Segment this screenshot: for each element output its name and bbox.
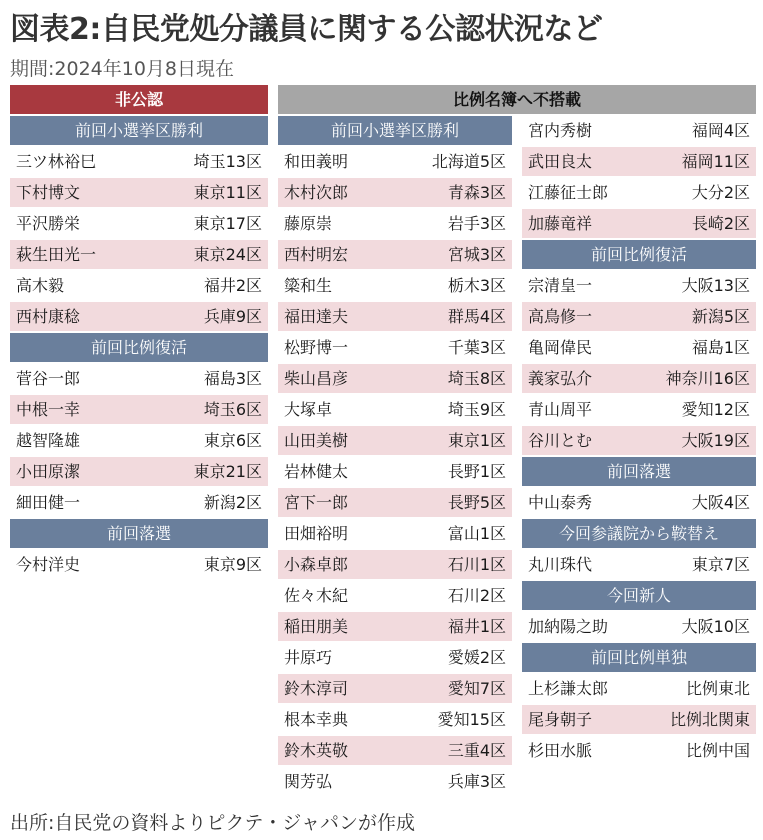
member-district: 石川1区: [447, 555, 506, 574]
member-row: [10, 426, 268, 455]
figure-title: 図表2:自民党処分議員に関する公認状況など: [10, 12, 603, 47]
member-district: 兵庫3区: [447, 772, 506, 791]
member-name: 尾身朝子: [528, 710, 593, 729]
member-district: 長崎2区: [691, 214, 750, 233]
member-row: [522, 116, 756, 145]
member-row: [278, 581, 512, 610]
member-district: 新潟5区: [691, 307, 750, 326]
member-row: [522, 178, 756, 207]
member-row: [278, 612, 512, 641]
member-district: 青森3区: [447, 183, 506, 202]
member-district: 兵庫9区: [203, 307, 262, 326]
member-row: [278, 674, 512, 703]
member-row: [278, 488, 512, 517]
member-district: 愛知7区: [447, 679, 506, 698]
member-district: 東京6区: [203, 431, 262, 450]
member-row: [522, 302, 756, 331]
member-district: 比例中国: [685, 741, 750, 760]
member-row: [278, 333, 512, 362]
member-district: 東京1区: [447, 431, 506, 450]
member-row: [10, 364, 268, 393]
member-district: 愛媛2区: [447, 648, 506, 667]
member-district: 福岡11区: [681, 152, 750, 171]
category-header: 前回比例単独: [522, 643, 756, 672]
member-row: [10, 178, 268, 207]
member-name: 簗和生: [284, 276, 333, 295]
member-name: 谷川とむ: [528, 431, 593, 450]
member-name: 義家弘介: [528, 369, 593, 388]
member-row: [522, 271, 756, 300]
member-district: 福岡4区: [691, 121, 750, 140]
member-row: [10, 209, 268, 238]
member-row: [278, 519, 512, 548]
member-name: 越智隆雄: [16, 431, 81, 450]
member-district: 新潟2区: [203, 493, 262, 512]
member-row: [522, 550, 756, 579]
member-row: [522, 674, 756, 703]
member-name: 佐々木紀: [284, 586, 349, 605]
member-name: 中根一幸: [16, 400, 81, 419]
member-district: 大分2区: [691, 183, 750, 202]
member-district: 長野5区: [447, 493, 506, 512]
category-header: 前回比例復活: [522, 240, 756, 269]
member-district: 東京11区: [193, 183, 262, 202]
member-district: 埼玉9区: [447, 400, 506, 419]
member-name: 加納陽之助: [528, 617, 609, 636]
member-name: 上杉謙太郎: [528, 679, 609, 698]
member-name: 和田義明: [284, 152, 349, 171]
member-district: 東京7区: [691, 555, 750, 574]
member-name: 小田原潔: [16, 462, 81, 481]
member-name: 高木毅: [16, 276, 65, 295]
member-district: 福井2区: [203, 276, 262, 295]
member-name: 中山泰秀: [528, 493, 593, 512]
member-row: [10, 550, 268, 579]
member-district: 大阪4区: [691, 493, 750, 512]
member-row: [522, 736, 756, 765]
member-district: 比例東北: [685, 679, 750, 698]
category-header: 前回落選: [522, 457, 756, 486]
member-row: [278, 426, 512, 455]
member-name: 木村次郎: [284, 183, 349, 202]
member-name: 福田達夫: [284, 307, 349, 326]
member-name: 下村博文: [16, 183, 81, 202]
source-note: 出所:自民党の資料よりピクテ・ジャパンが作成: [10, 812, 416, 834]
member-district: 東京9区: [203, 555, 262, 574]
member-row: [522, 488, 756, 517]
member-district: 比例北関東: [669, 710, 750, 729]
member-name: 加藤竜祥: [528, 214, 593, 233]
member-district: 三重4区: [447, 741, 506, 760]
member-name: 柴山昌彦: [284, 369, 349, 388]
category-header: 前回小選挙区勝利: [10, 116, 268, 145]
member-row: [10, 457, 268, 486]
member-row: [278, 550, 512, 579]
member-name: 松野博一: [284, 338, 349, 357]
non-endorsed-header: 非公認: [10, 85, 268, 114]
member-district: 埼玉6区: [203, 400, 262, 419]
member-district: 岩手3区: [447, 214, 506, 233]
member-name: 青山周平: [528, 400, 593, 419]
member-row: [278, 736, 512, 765]
member-district: 埼玉8区: [447, 369, 506, 388]
member-name: 萩生田光一: [16, 245, 97, 264]
member-name: 今村洋史: [16, 555, 81, 574]
member-name: 宗清皇一: [528, 276, 593, 295]
member-district: 愛知15区: [437, 710, 506, 729]
member-row: [522, 333, 756, 362]
member-row: [278, 271, 512, 300]
member-name: 関芳弘: [284, 772, 333, 791]
member-name: 稲田朋美: [284, 617, 349, 636]
member-row: [522, 395, 756, 424]
member-name: 根本幸典: [284, 710, 349, 729]
member-name: 藤原崇: [284, 214, 333, 233]
member-name: 西村明宏: [284, 245, 349, 264]
member-row: [10, 488, 268, 517]
category-header: 今回参議院から鞍替え: [522, 519, 756, 548]
member-name: 菅谷一郎: [16, 369, 81, 388]
member-district: 栃木3区: [447, 276, 506, 295]
member-row: [522, 705, 756, 734]
member-district: 宮城3区: [447, 245, 506, 264]
member-row: [278, 395, 512, 424]
member-row: [278, 147, 512, 176]
member-row: [522, 147, 756, 176]
member-district: 大阪19区: [681, 431, 750, 450]
member-district: 福島3区: [203, 369, 262, 388]
member-name: 三ツ林裕巳: [16, 152, 97, 171]
member-row: [278, 364, 512, 393]
member-row: [278, 705, 512, 734]
member-row: [522, 612, 756, 641]
member-district: 東京17区: [193, 214, 262, 233]
member-district: 群馬4区: [447, 307, 506, 326]
member-district: 福井1区: [447, 617, 506, 636]
member-district: 福島1区: [691, 338, 750, 357]
member-name: 鈴木英敬: [284, 741, 349, 760]
as-of-date: 期間:2024年10月8日現在: [10, 58, 235, 80]
member-district: 千葉3区: [447, 338, 506, 357]
member-district: 長野1区: [447, 462, 506, 481]
member-row: [278, 767, 512, 796]
member-name: 山田美樹: [284, 431, 349, 450]
member-name: 細田健一: [16, 493, 81, 512]
member-name: 井原巧: [284, 648, 333, 667]
member-name: 小森卓郎: [284, 555, 349, 574]
member-name: 丸川珠代: [528, 555, 593, 574]
category-header: 前回比例復活: [10, 333, 268, 362]
member-district: 愛知12区: [681, 400, 750, 419]
member-name: 田畑裕明: [284, 524, 349, 543]
member-row: [278, 457, 512, 486]
member-row: [278, 240, 512, 269]
member-name: 杉田水脈: [528, 741, 593, 760]
category-header: 前回小選挙区勝利: [278, 116, 512, 145]
member-name: 江藤征士郎: [528, 183, 609, 202]
member-district: 東京24区: [193, 245, 262, 264]
member-row: [10, 271, 268, 300]
no-pr-listing-header: 比例名簿へ不搭載: [278, 85, 756, 114]
member-name: 鈴木淳司: [284, 679, 349, 698]
member-row: [278, 209, 512, 238]
member-name: 高鳥修一: [528, 307, 593, 326]
member-district: 大阪10区: [681, 617, 750, 636]
member-row: [522, 364, 756, 393]
member-district: 北海道5区: [431, 152, 506, 171]
member-district: 富山1区: [447, 524, 506, 543]
non-endorsed-column: [10, 116, 268, 581]
member-row: [278, 643, 512, 672]
member-row: [522, 426, 756, 455]
member-district: 神奈川16区: [665, 369, 750, 388]
no-pr-column-left: [278, 116, 512, 798]
member-row: [522, 209, 756, 238]
no-pr-column-right: [522, 116, 756, 767]
member-name: 武田良太: [528, 152, 593, 171]
member-district: 埼玉13区: [193, 152, 262, 171]
member-district: 東京21区: [193, 462, 262, 481]
member-row: [10, 147, 268, 176]
member-row: [10, 395, 268, 424]
member-name: 宮下一郎: [284, 493, 349, 512]
member-district: 大阪13区: [681, 276, 750, 295]
member-row: [278, 178, 512, 207]
member-name: 宮内秀樹: [528, 121, 593, 140]
member-name: 大塚卓: [284, 400, 333, 419]
category-header: 前回落選: [10, 519, 268, 548]
member-row: [10, 302, 268, 331]
member-name: 西村康稔: [16, 307, 81, 326]
category-header: 今回新人: [522, 581, 756, 610]
member-row: [278, 302, 512, 331]
member-district: 石川2区: [447, 586, 506, 605]
member-row: [10, 240, 268, 269]
member-name: 岩林健太: [284, 462, 349, 481]
member-name: 亀岡偉民: [528, 338, 593, 357]
member-name: 平沢勝栄: [16, 214, 81, 233]
